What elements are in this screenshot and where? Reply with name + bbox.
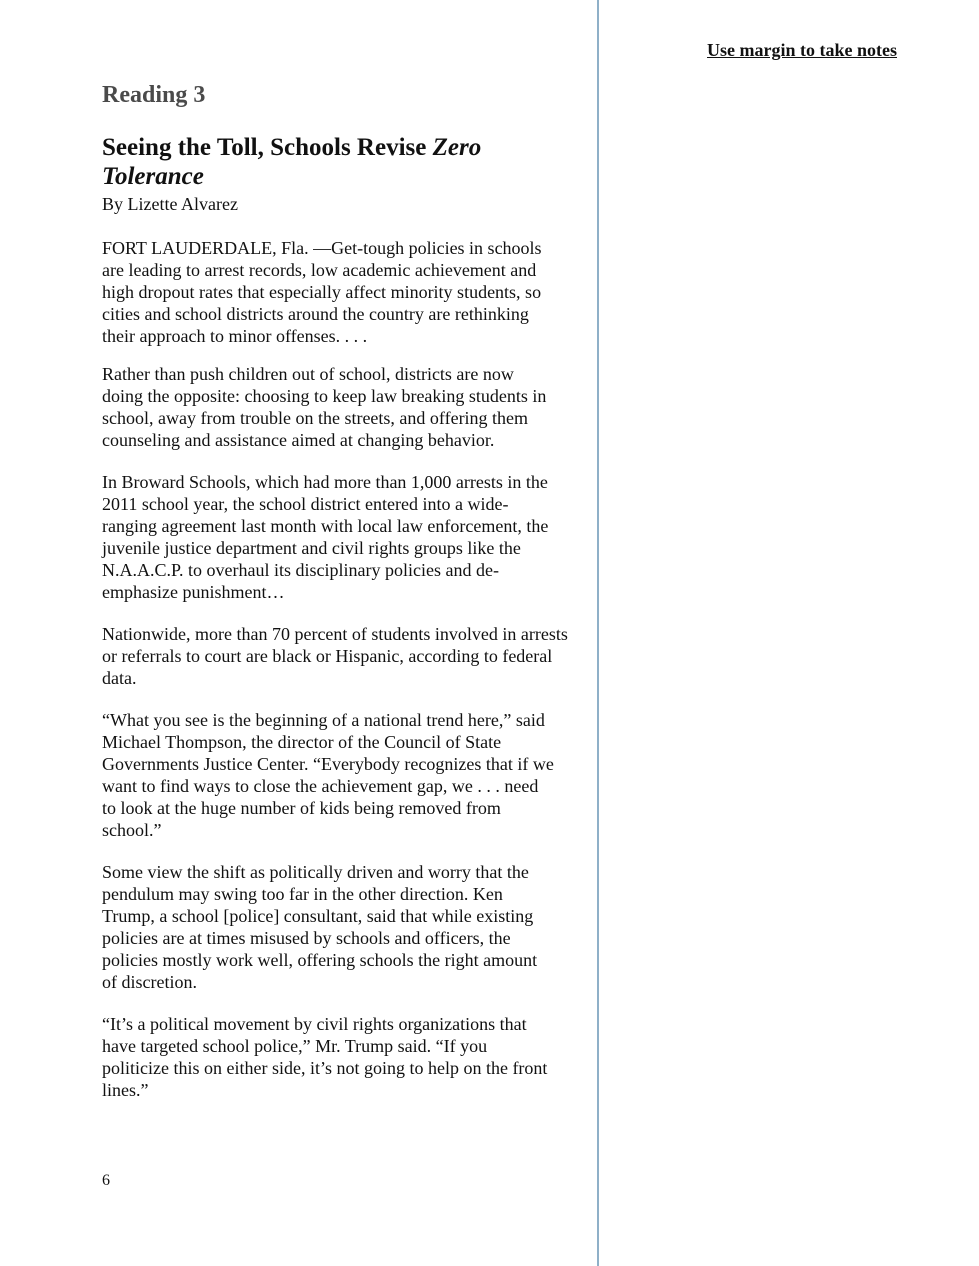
paragraph: In Broward Schools, which had more than 1,000 arrests in the 2011 school year, the school district entered into a wide- ranging agreement last month with local law enforcement, the juvenile justice department and civil rights groups like the N.A.A.C.P. to overhaul its disciplinary policies and de- emphasize punishment… — [102, 472, 549, 602]
paragraph: “What you see is the beginning of a national trend here,” said Michael Thompson, the director of the Council of State Governments Justice Center. “Everybody recognizes that if we want to find ways to close the achievement gap, we . . . need to look at the huge number of kids being removed from school.” — [102, 710, 554, 840]
byline: By Lizette Alvarez — [102, 194, 238, 214]
article-title — [102, 133, 582, 191]
article-title-main: Seeing the Toll, Schools Revise — [102, 134, 433, 161]
article-title-italic: Zero Tolerance — [102, 134, 482, 190]
paragraph: FORT LAUDERDALE, Fla. —Get-tough policies in schools are leading to arrest records, low academic achievement and high dropout rates that especially affect minority students, so cities and school districts around the country are rethinking their approach to minor offenses. . . . — [102, 238, 542, 346]
article-body — [102, 237, 602, 1101]
paragraph: “It’s a political movement by civil rights organizations that have targeted school police,” Mr. Trump said. “If you politicize this on either side, it’s not going to help on the front lines.” — [102, 1014, 548, 1100]
page-number: 6 — [102, 1172, 110, 1189]
paragraph: Rather than push children out of school, districts are now doing the opposite: choosing to keep law breaking students in school, away from trouble on the streets, and offering them counseling and assistance aimed at changing behavior. — [102, 364, 547, 450]
paragraph: Nationwide, more than 70 percent of students involved in arrests or referrals to court are black or Hispanic, according to federal data. — [102, 624, 568, 688]
margin-note: Use margin to take notes — [707, 40, 897, 60]
paragraph: Some view the shift as politically driven and worry that the pendulum may swing too far in the other direction. Ken Trump, a school [police] consultant, said that while existing policies are at times misused by schools and officers, the policies mostly work well, offering schools the right amount of discretion. — [102, 862, 538, 992]
reading-label: Reading 3 — [102, 82, 206, 108]
